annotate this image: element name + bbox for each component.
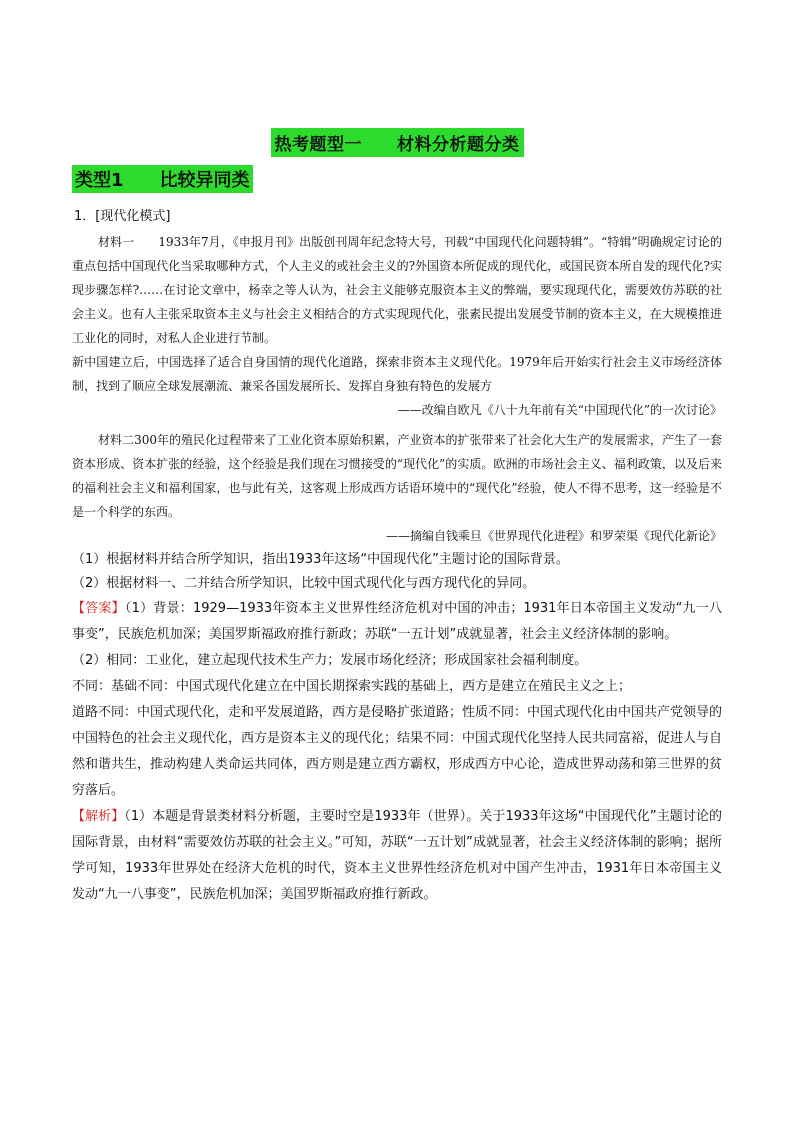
analysis-tag: 【解析】 <box>72 809 125 824</box>
material1-paragraph1: 材料一 1933年7月，《申报月刊》出版创刊周年纪念特大号，刊载“中国现代化问题特辑”。“特辑”明确规定讨论的重点包括中国现代化当采取哪种方式，个人主义的或社会主义的?外国资本所促成的现代化，或国民资本所自发的现代化?实现步骤怎样?……在讨论文章中，杨幸之等人认为，社会主义能够克服资本主义的弊端，要实现现代化，需要效仿苏联的社会主义。也有人主张采取资本主义与社会主义相结合的方式实现现代化，张素民提出发展受节制的资本主义，在大规模推进工业化的同时，对私人企业进行节制。 <box>72 235 722 345</box>
answer-tag: 【答案】 <box>72 601 125 616</box>
material2-source: ——摘编自钱乘旦《世界现代化进程》和罗荣渠《现代化新论》 <box>385 529 722 543</box>
type-heading: 类型1 比较异同类 <box>72 165 253 193</box>
analysis-text: （1）本题是背景类材料分析题，主要时空是1933年（世界）。关于1933年这场“中国现代化”主题讨论的国际背景，由材料“需要效仿苏联的社会主义。”可知，苏联“一五计划”成就显著，社会主义经济体制的影响；据所学可知，1933年世界处在经济大危机的时代，资本主义世界性经济危机对中国产生冲击，1931年日本帝国主义发动“九一八事变”，民族危机加深；美国罗斯福政府推行新政。 <box>72 809 722 902</box>
question-label: 1．[现代化模式] <box>74 209 171 224</box>
material1-source: ——改编自欧凡《八十九年前有关“中国现代化”的一次讨论》 <box>397 403 722 417</box>
type-heading-wrap <box>72 165 722 203</box>
answer-part2-same: （2）相同：工业化，建立起现代技术生产力；发展市场化经济；形成国家社会福利制度。 <box>72 653 588 668</box>
answer-part2-diff1: 不同：基础不同：中国式现代化建立在中国长期探索实践的基础上，西方是建立在殖民主义之上； <box>72 679 632 694</box>
title-wrap <box>72 128 722 157</box>
material1-paragraph2: 新中国建立后，中国选择了适合自身国情的现代化道路，探索非资本主义现代化。1979年后开始实行社会主义市场经济体制，找到了顺应全球发展潮流、兼采各国发展所长、发挥自身独有特色的发展方 <box>72 355 722 393</box>
answer-part1 <box>72 596 722 648</box>
answer-part2-diff2: 道路不同：中国式现代化，走和平发展道路，西方是侵略扩张道路；性质不同：中国式现代化由中国共产党领导的中国特色的社会主义现代化，西方是资本主义的现代化；结果不同：中国式现代化坚持人民共同富裕，促进人与自然和谐共生，推动构建人类命运共同体，西方则是建立西方霸权，形成西方中心论，造成世界动荡和第三世界的贫穷落后。 <box>72 705 723 798</box>
material2-paragraph: 材料二300年的殖民化过程带来了工业化资本原始积累，产业资本的扩张带来了社会化大生产的发展需求，产生了一套资本形成、资本扩张的经验，这个经验是我们现在习惯接受的“现代化”的实质。欧洲的市场社会主义、福利政策，以及后来的福利社会主义和福利国家，也与此有关，这客观上形成西方话语环境中的“现代化”经验，使人不得不思考，这一经验是不是一个科学的东西。 <box>72 433 722 519</box>
question-2: （2）根据材料一、二并结合所学知识，比较中国式现代化与西方现代化的异同。 <box>72 576 536 591</box>
answer-part1-text: （1）背景：1929—1933年资本主义世界性经济危机对中国的冲击；1931年日本帝国主义发动“九一八事变”，民族危机加深；美国罗斯福政府推行新政；苏联“一五计划”成就显著，社会主义经济体制的影响。 <box>72 601 722 642</box>
question-1: （1）根据材料并结合所学知识，指出1933年这场“中国现代化”主题讨论的国际背景。 <box>72 552 569 567</box>
page-title: 热考题型一 材料分析题分类 <box>271 128 524 157</box>
analysis <box>72 804 722 908</box>
